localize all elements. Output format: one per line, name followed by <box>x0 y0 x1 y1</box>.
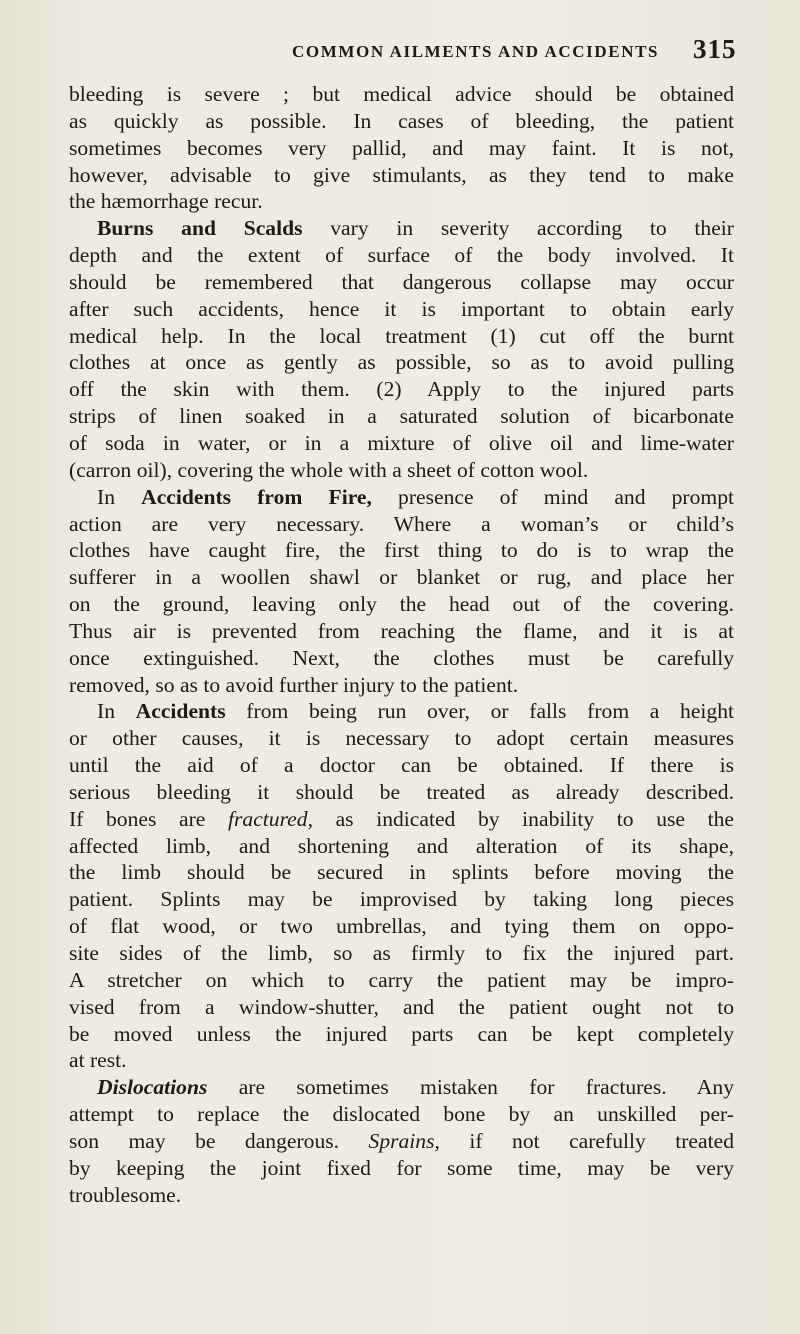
text-line <box>69 752 734 779</box>
text-line <box>69 591 734 618</box>
text-run: after such accidents, hence it is important to obtain early <box>69 296 734 321</box>
body-text <box>69 81 734 1208</box>
emphasis-text: Dislocations <box>97 1075 208 1100</box>
text-run: medical help. In the local treatment (1) cut off the burnt <box>69 323 734 348</box>
text-run: vary in severity according to their <box>302 216 734 241</box>
text-run: son may be dangerous. <box>69 1128 369 1153</box>
text-line <box>69 859 734 886</box>
text-line <box>69 1101 734 1128</box>
text-run: until the aid of a doctor can be obtained. If there is <box>69 753 734 778</box>
text-run: strips of linen soaked in a saturated solution of bicarbonate <box>69 404 734 429</box>
text-line <box>69 698 734 725</box>
page-number: 315 <box>693 34 737 64</box>
emphasis-text: Sprains, <box>368 1128 440 1153</box>
text-line <box>69 725 734 752</box>
text-line <box>69 618 734 645</box>
emphasis-text: Accidents from Fire, <box>141 484 372 509</box>
text-line <box>69 1128 734 1155</box>
text-line <box>69 806 734 833</box>
text-run: attempt to replace the dislocated bone by an unskilled per- <box>69 1102 734 1127</box>
text-line <box>69 484 734 511</box>
paragraph <box>69 215 734 483</box>
text-line <box>69 511 734 538</box>
text-line <box>69 940 734 967</box>
text-line <box>69 242 734 269</box>
text-line <box>69 403 734 430</box>
text-line <box>69 349 734 376</box>
text-run: (carron oil), covering the whole with a sheet of cotton wool. <box>69 457 589 482</box>
text-line <box>69 886 734 913</box>
text-run: as quickly as possible. In cases of bleeding, the patient <box>69 108 734 133</box>
paragraph <box>69 81 734 215</box>
text-line <box>69 537 734 564</box>
text-line <box>69 296 734 323</box>
text-run: as indicated by inability to use the <box>312 806 734 831</box>
text-line <box>69 967 734 994</box>
text-line <box>69 269 734 296</box>
paragraph <box>69 484 734 699</box>
text-run: of soda in water, or in a mixture of olive oil and lime-water <box>69 430 734 455</box>
text-line <box>69 323 734 350</box>
text-line <box>69 188 734 215</box>
text-run: vised from a window-shutter, and the patient ought not to <box>69 994 734 1019</box>
text-line <box>69 108 734 135</box>
text-run: site sides of the limb, so as firmly to fix the injured part. <box>69 941 734 965</box>
text-run: of flat wood, or two umbrellas, and tying them on oppo- <box>69 914 734 939</box>
text-line <box>69 162 734 189</box>
text-run: clothes at once as gently as possible, so as to avoid pulling <box>69 350 734 375</box>
text-run: If bones are <box>69 806 228 831</box>
text-run: presence of mind and prompt <box>371 484 735 509</box>
text-run: bleeding is severe ; but medical advice should be obtained <box>69 82 734 106</box>
text-line <box>69 645 734 672</box>
text-line <box>69 81 734 108</box>
text-line <box>69 833 734 860</box>
text-line <box>69 1155 734 1182</box>
text-run: In <box>97 484 142 509</box>
text-run: Thus air is prevented from reaching the flame, and it is at <box>69 618 734 643</box>
paragraph <box>69 698 734 1074</box>
text-run: the hæmorrhage recur. <box>69 189 263 214</box>
text-run: by keeping the joint fixed for some time, may be very <box>69 1155 734 1180</box>
text-run: however, advisable to give stimulants, as they tend to make <box>69 162 734 187</box>
text-run: troublesome. <box>69 1182 182 1207</box>
running-head: COMMON AILMENTS AND ACCIDENTS <box>292 42 660 61</box>
text-run: In <box>97 699 136 724</box>
paragraph <box>69 1074 734 1208</box>
text-run: from being run over, or falls from a height <box>225 699 735 724</box>
text-run: if not carefully treated <box>439 1128 734 1153</box>
text-line <box>69 1047 734 1074</box>
text-line <box>69 672 734 699</box>
text-run: clothes have caught fire, the first thing to do is to wrap the <box>69 538 734 563</box>
text-line <box>69 779 734 806</box>
text-line <box>69 564 734 591</box>
text-run: should be remembered that dangerous collapse may occur <box>69 269 734 294</box>
text-run: are sometimes mistaken for fractures. Any <box>207 1075 734 1100</box>
text-run: at rest. <box>69 1048 127 1073</box>
emphasis-text: Accidents <box>135 699 226 724</box>
text-run: or other causes, it is necessary to adopt certain measures <box>69 726 734 751</box>
text-run: off the skin with them. (2) Apply to the injured parts <box>69 377 734 402</box>
text-run: serious bleeding it should be treated as already described. <box>69 779 734 804</box>
text-run: sufferer in a woollen shawl or blanket or rug, and place her <box>69 565 734 590</box>
text-line <box>69 457 734 484</box>
text-run: A stretcher on which to carry the patient may be impro- <box>69 967 734 992</box>
emphasis-text: fractured, <box>228 806 313 831</box>
text-line <box>69 135 734 162</box>
text-line <box>69 376 734 403</box>
text-run: action are very necessary. Where a woman’s or child’s <box>69 511 734 536</box>
text-line <box>69 215 734 242</box>
text-run: the limb should be secured in splints before moving the <box>69 860 734 885</box>
text-line <box>69 430 734 457</box>
text-run: depth and the extent of surface of the body involved. It <box>69 243 734 268</box>
text-run: be moved unless the injured parts can be kept completely <box>69 1021 734 1046</box>
text-run: sometimes becomes very pallid, and may faint. It is not, <box>69 135 734 160</box>
text-run: patient. Splints may be improvised by taking long pieces <box>69 887 734 912</box>
text-line <box>69 1074 734 1101</box>
text-line <box>69 913 734 940</box>
text-run: on the ground, leaving only the head out of the covering. <box>69 592 734 617</box>
emphasis-text: Burns and Scalds <box>97 216 303 241</box>
text-run: once extinguished. Next, the clothes must be carefully <box>69 645 734 670</box>
text-line <box>69 1182 734 1209</box>
text-line <box>69 994 734 1021</box>
text-line <box>69 1021 734 1048</box>
text-run: removed, so as to avoid further injury to the patient. <box>69 672 519 697</box>
text-run: affected limb, and shortening and alteration of its shape, <box>69 833 734 858</box>
